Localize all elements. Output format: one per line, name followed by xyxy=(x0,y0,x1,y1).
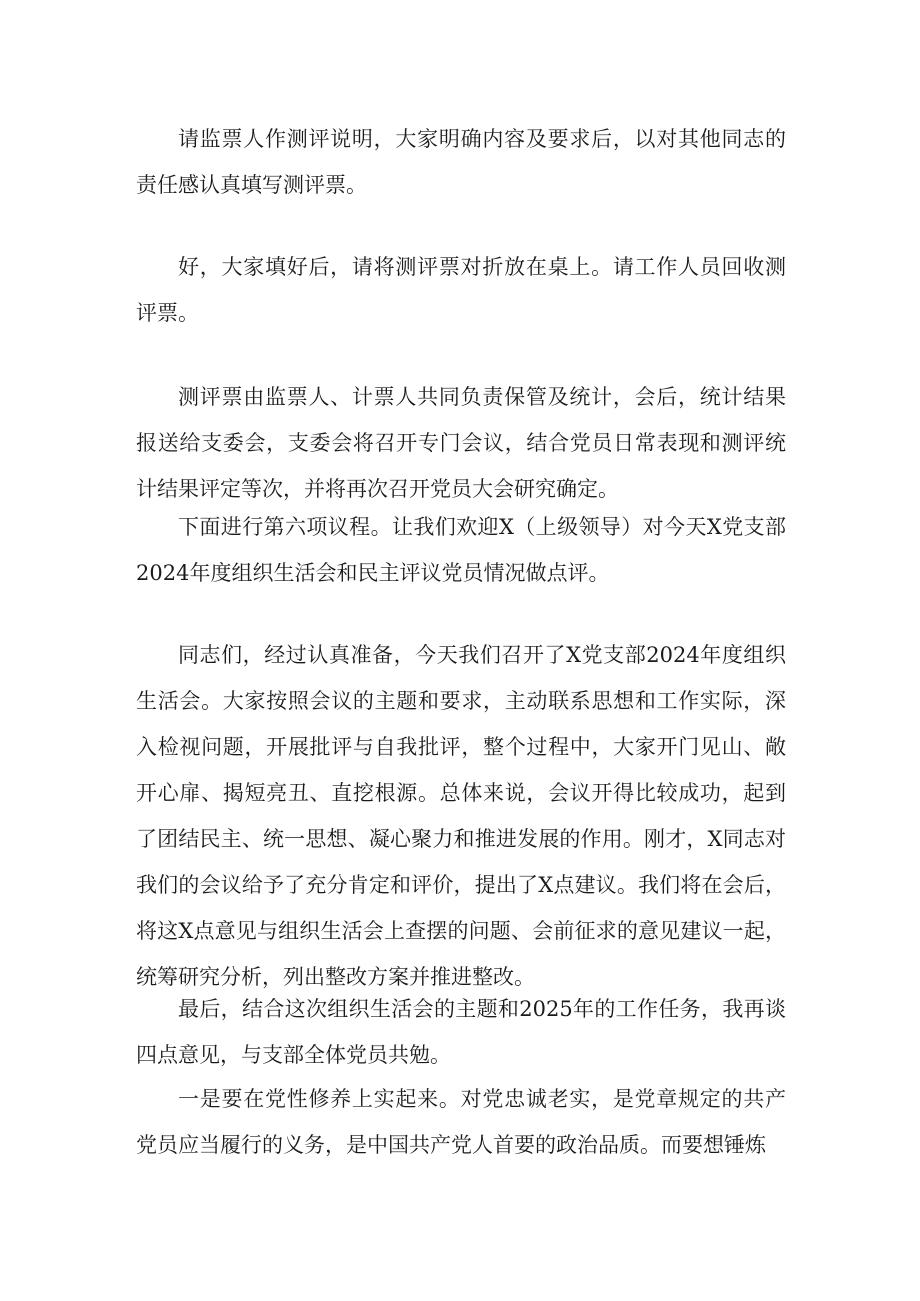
paragraph-sixth-agenda-item: 下面进行第六项议程。让我们欢迎X（上级领导）对今天X党支部2024年度组织生活会和民主评议党员情况做点评。 xyxy=(136,515,786,585)
paragraph-collect-ballots: 好，大家填好后，请将测评票对折放在桌上。请工作人员回收测评票。 xyxy=(136,255,786,325)
paragraph-ballot-statistics: 测评票由监票人、计票人共同负责保管及统计，会后，统计结果报送给支委会，支委会将召开专门会议，结合党员日常表现和测评统计结果评定等次，并将再次召开党员大会研究确定。 xyxy=(136,385,786,501)
paragraph-evaluation-instructions: 请监票人作测评说明，大家明确内容及要求后，以对其他同志的责任感认真填写测评票。 xyxy=(136,127,786,197)
paragraph-four-opinions: 最后，结合这次组织生活会的主题和2025年的工作任务，我再谈四点意见，与支部全体党员共勉。 xyxy=(136,997,786,1067)
paragraph-meeting-summary: 同志们，经过认真准备，今天我们召开了X党支部2024年度组织生活会。大家按照会议的主题和要求，主动联系思想和工作实际，深入检视问题，开展批评与自我批评，整个过程中，大家开门见山、敞开心扉、揭短亮丑、直挖根源。总体来说，会议开得比较成功，起到了团结民主、统一思想、凝心聚力和推进发展的作用。刚才，X同志对我们的会议给予了充分肯定和评价，提出了X点建议。我们将在会后，将这X点意见与组织生活会上查摆的问题、会前征求的意见建议一起，统筹研究分析，列出整改方案并推进整改。 xyxy=(136,643,786,989)
paragraph-point-one: 一是要在党性修养上实起来。对党忠诚老实，是党章规定的共产党员应当履行的义务，是中国共产党人首要的政治品质。而要想锤炼 xyxy=(136,1087,786,1157)
